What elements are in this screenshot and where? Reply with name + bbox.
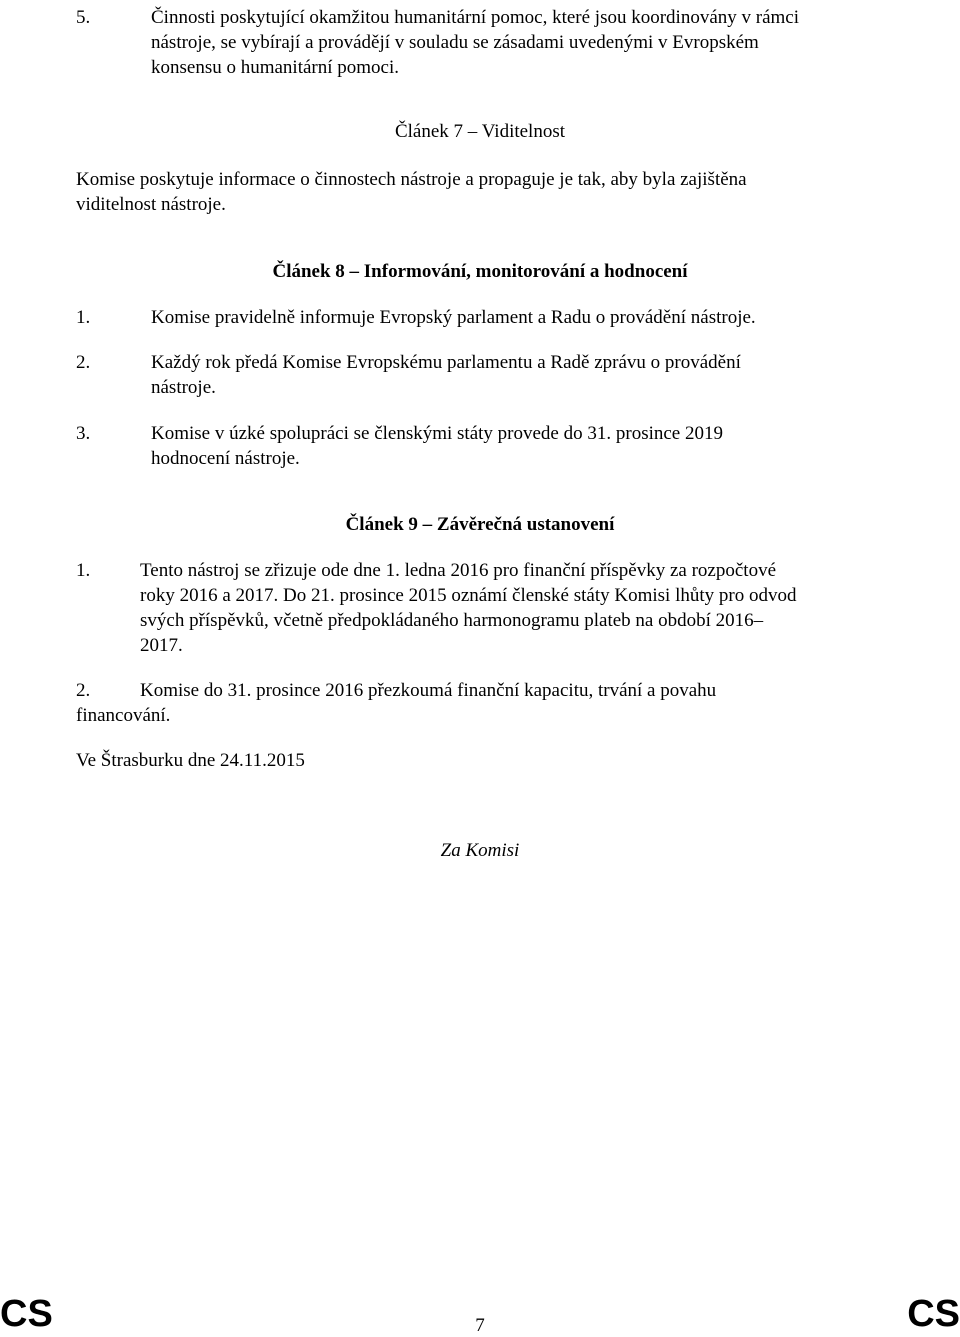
item-text [76, 558, 884, 658]
text-line: konsensu o humanitární pomoci. [151, 57, 400, 78]
item-text [151, 5, 884, 80]
item-text [76, 678, 884, 728]
text-line: hodnocení nástroje. [151, 448, 300, 469]
text-line: Každý rok předá Komise Evropskému parlamentu a Radě zprávu o provádění [151, 352, 741, 373]
article-8-heading: Článek 8 – Informování, monitorování a hodnocení [272, 261, 688, 282]
article-9-heading: Článek 9 – Závěrečná ustanovení [345, 514, 615, 535]
text-line: nástroje, se vybírají a provádějí v souladu se zásadami uvedenými v Evropském [151, 32, 759, 53]
language-code-left: CS [0, 1293, 53, 1335]
place-and-date: Ve Štrasburku dne 24.11.2015 [76, 750, 305, 771]
item-number: 1. [76, 560, 91, 581]
text-line: nástroje. [151, 377, 216, 398]
text-line: Komise do 31. prosince 2016 přezkoumá finanční kapacitu, trvání a povahu [140, 680, 717, 701]
text-line: Činnosti poskytující okamžitou humanitární pomoc, které jsou koordinovány v rámci [151, 7, 800, 28]
text-line [76, 558, 884, 583]
text-line: viditelnost nástroje. [76, 194, 226, 215]
language-code-right: CS [907, 1293, 960, 1335]
text-line: Tento nástroj se zřizuje ode dne 1. ledna 2016 pro finanční příspěvky za rozpočtové [140, 560, 777, 581]
signature-line: Za Komisi [440, 840, 520, 861]
item-text [151, 421, 884, 471]
item-number: 2. [76, 680, 91, 701]
article-7-text [76, 167, 884, 217]
text-line: Komise pravidelně informuje Evropský parlament a Radu o provádění nástroje. [151, 307, 756, 328]
item-text [151, 305, 884, 330]
text-line: 2017. [140, 635, 183, 656]
text-line: svých příspěvků, včetně předpokládaného harmonogramu plateb na období 2016– [140, 610, 764, 631]
item-number: 5. [76, 7, 91, 28]
text-line: financování. [76, 705, 171, 726]
text-line: Komise v úzké spolupráci se členskými státy provede do 31. prosince 2019 [151, 423, 723, 444]
item-number: 1. [76, 307, 91, 328]
text-line: Komise poskytuje informace o činnostech nástroje a propaguje je tak, aby byla zajištěna [76, 169, 747, 190]
item-text [151, 350, 884, 400]
article-7-heading: Článek 7 – Viditelnost [394, 121, 566, 142]
item-number: 2. [76, 352, 91, 373]
text-line: roky 2016 a 2017. Do 21. prosince 2015 oznámí členské státy Komisi lhůty pro odvod [140, 585, 797, 606]
item-number: 3. [76, 423, 91, 444]
text-line [76, 678, 884, 703]
page-number: 7 [475, 1315, 485, 1336]
